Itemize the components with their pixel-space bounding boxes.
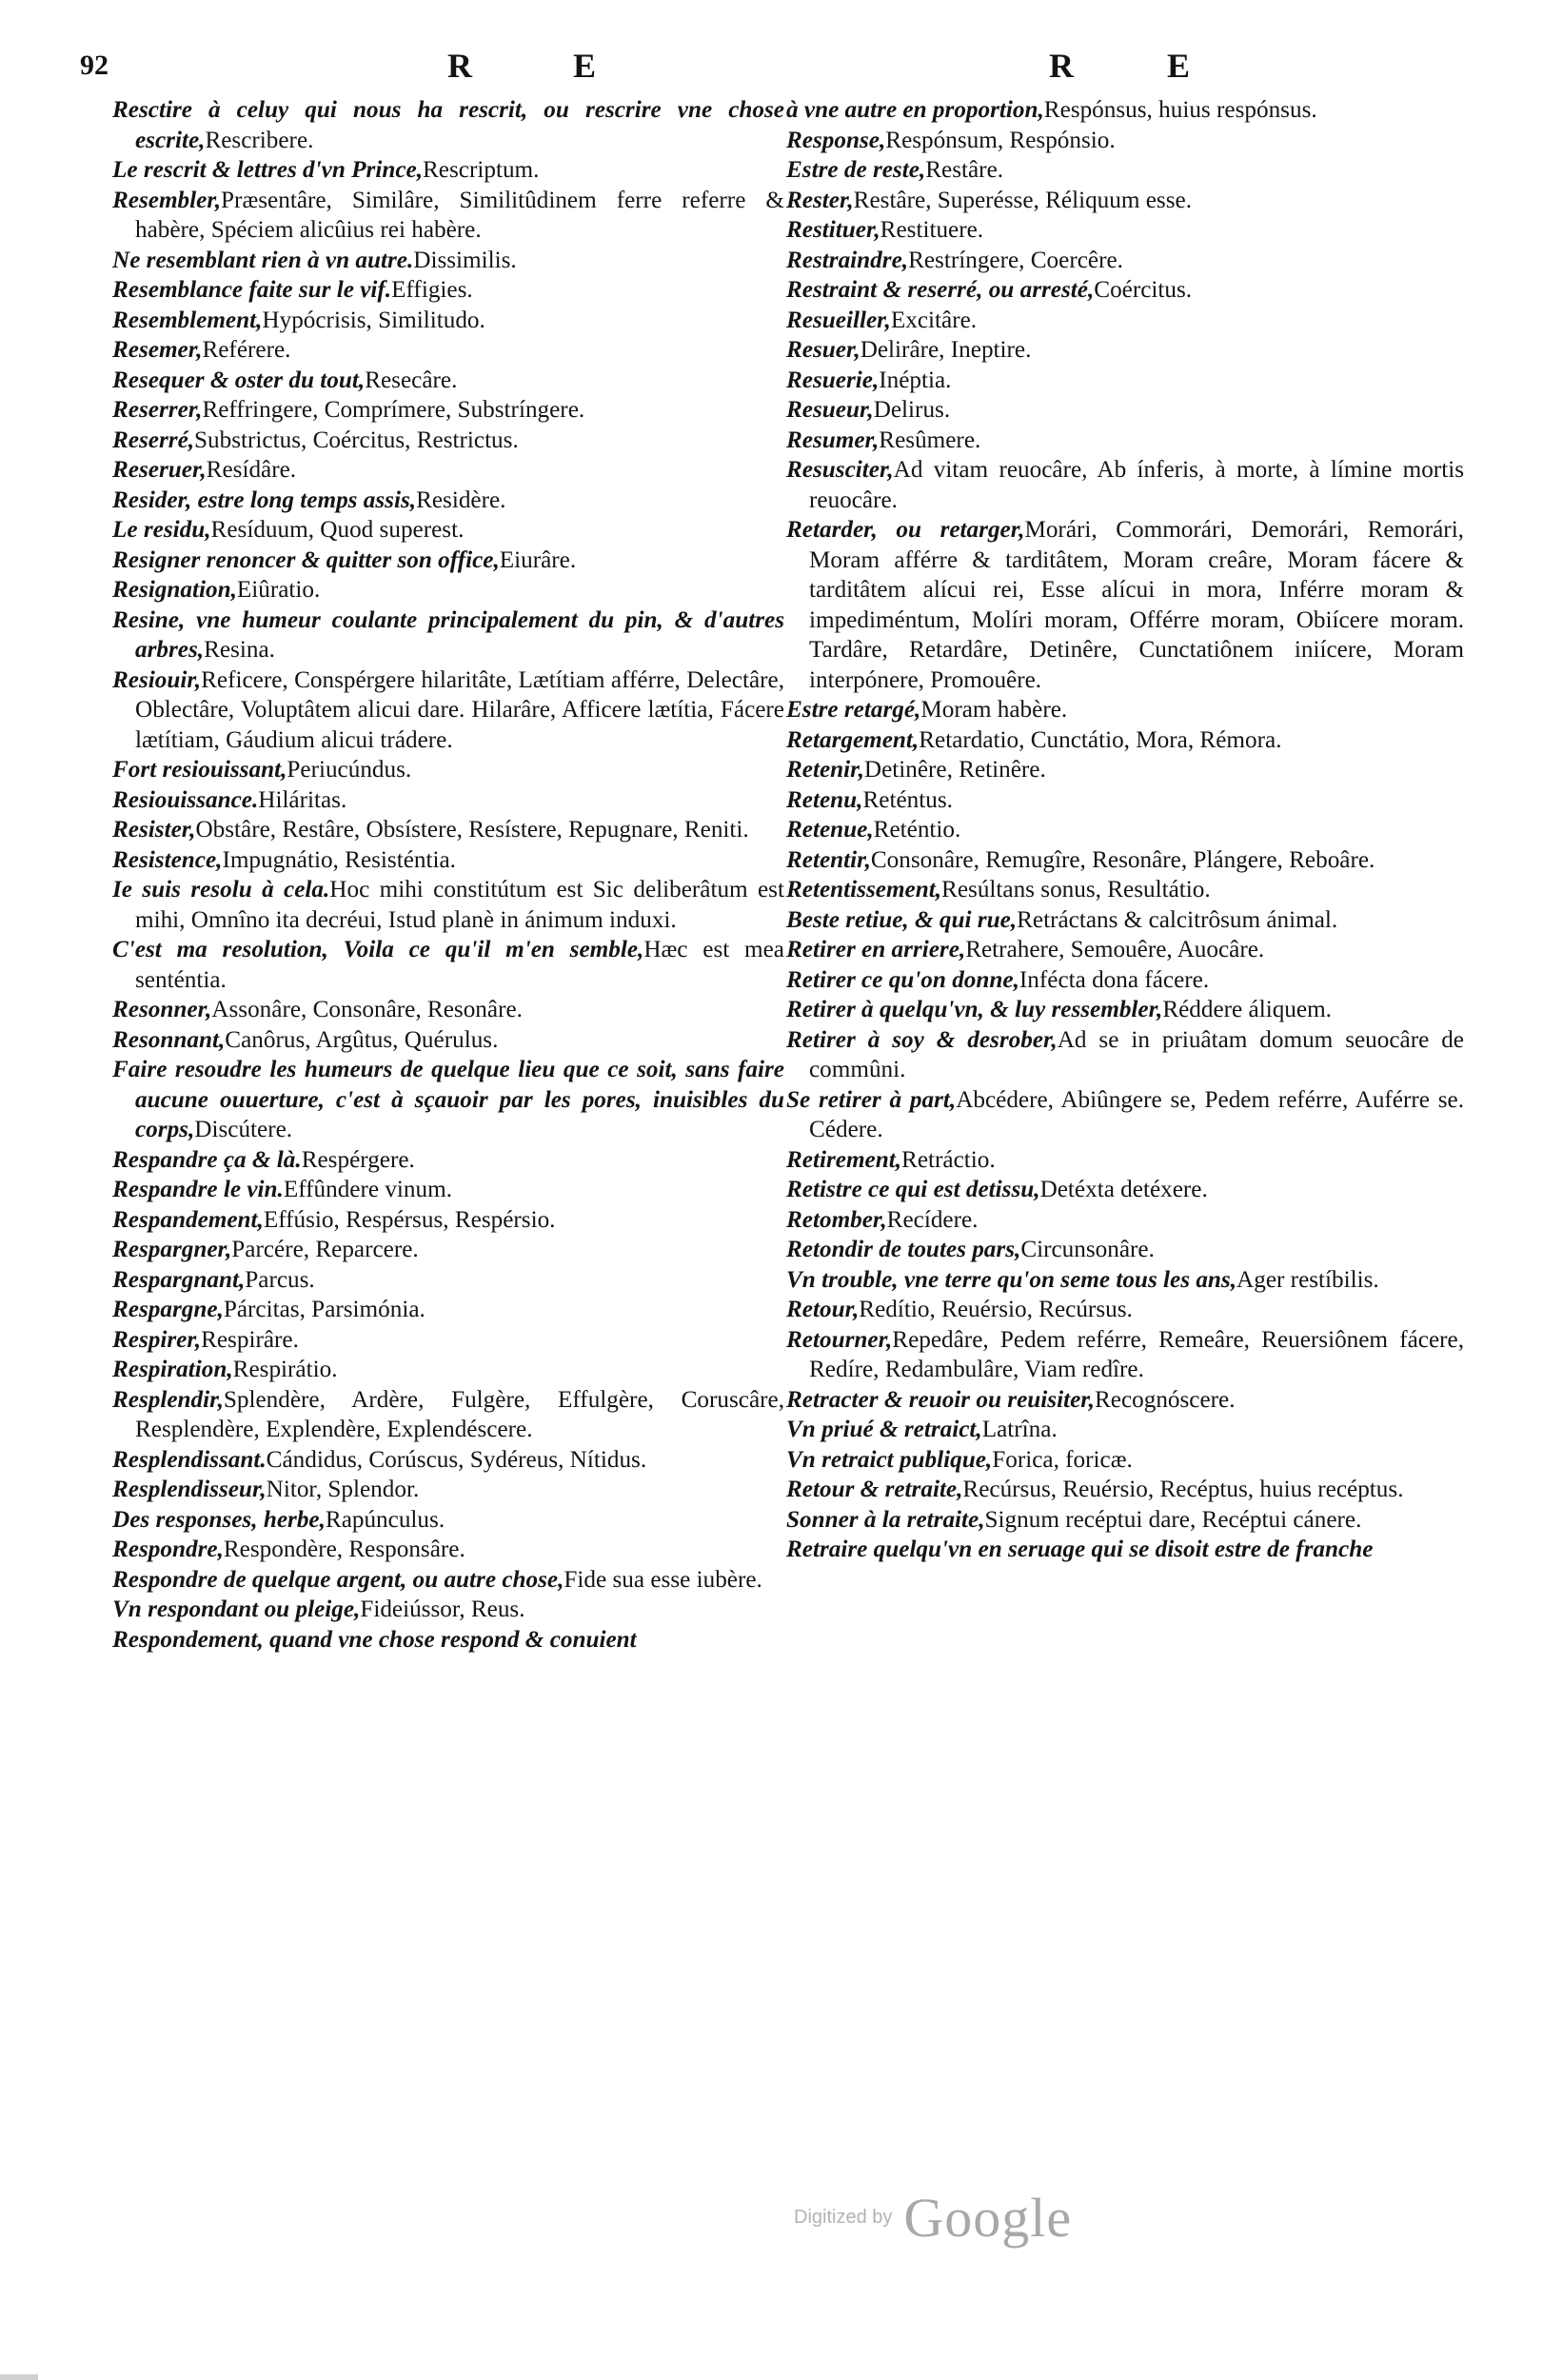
dictionary-entry — [112, 1175, 784, 1205]
dictionary-entry — [786, 1235, 1464, 1265]
entry-french: Se retirer à part, — [786, 1086, 957, 1113]
entry-latin: Párcitas, Parsimónia. — [223, 1297, 425, 1322]
dictionary-entry — [786, 95, 1464, 126]
entry-latin: Effûndere vinum. — [283, 1177, 453, 1202]
entry-latin: Splendère, Ardère, Fulgère, Effulgère, Coruscâre, Resplendère, Explendère, Explendéscere. — [135, 1386, 784, 1442]
entry-latin: Canôrus, Argûtus, Quérulus. — [225, 1026, 499, 1053]
dictionary-entry — [112, 1565, 784, 1596]
entry-latin: Coércitus. — [1094, 277, 1193, 303]
entry-latin: Detéxta detéxere. — [1039, 1177, 1208, 1202]
dictionary-entry — [786, 755, 1464, 785]
dictionary-entry — [112, 306, 784, 336]
running-head-right-1: R — [1049, 47, 1074, 85]
entry-latin: Impugnátio, Resisténtia. — [222, 846, 456, 873]
entry-french: Retargement, — [786, 726, 920, 753]
entry-latin: Discútere. — [194, 1117, 293, 1142]
dictionary-entry — [112, 1265, 784, 1296]
entry-french: Resemer, — [112, 337, 203, 363]
entry-french: Resplendissant. — [112, 1446, 267, 1473]
entry-french: Respargne, — [112, 1297, 224, 1322]
dictionary-entry — [112, 455, 784, 486]
entry-french: Ie suis resolu à cela. — [112, 877, 330, 902]
entry-latin: Respondère, Responsâre. — [223, 1537, 465, 1562]
entry-latin: Fideiússor, Reus. — [360, 1597, 525, 1622]
entry-latin: Obstâre, Restâre, Obsístere, Resístere, Repugnare, Reniti. — [195, 817, 749, 843]
dictionary-entry — [786, 1085, 1464, 1145]
dictionary-entry — [786, 1415, 1464, 1445]
entry-french: Resequer & oster du tout, — [112, 367, 366, 393]
dictionary-entry — [786, 935, 1464, 965]
entry-french: Respandement, — [112, 1206, 264, 1233]
entry-french: Resembler, — [112, 187, 222, 213]
entry-french: Resplendisseur, — [112, 1477, 267, 1502]
dictionary-entry — [112, 785, 784, 816]
dictionary-entry — [112, 95, 784, 155]
entry-french: Rester, — [786, 187, 854, 213]
dictionary-entry — [786, 455, 1464, 515]
dictionary-entry — [786, 335, 1464, 366]
digitized-by-text: Digitized by — [794, 2207, 893, 2228]
entry-french: Retourner, — [786, 1326, 893, 1353]
entry-latin: Recúrsus, Reuérsio, Recéptus, huius recéptus. — [962, 1477, 1404, 1502]
entry-french: Beste retiue, & qui rue, — [786, 906, 1018, 933]
entry-french: Fort resiouissant, — [112, 757, 287, 783]
entry-french: Response, — [786, 127, 886, 153]
entry-latin: Latrîna. — [981, 1417, 1058, 1442]
entry-french: Des responses, herbe, — [112, 1506, 326, 1533]
dictionary-entry — [786, 366, 1464, 396]
entry-french: Retondir de toutes pars, — [786, 1237, 1021, 1262]
entry-french: Retistre ce qui est detissu, — [786, 1177, 1040, 1202]
dictionary-entry — [112, 1145, 784, 1176]
dictionary-entry — [786, 1175, 1464, 1205]
entry-latin: Restâre. — [925, 157, 1004, 183]
entry-latin: Residère. — [416, 486, 506, 513]
entry-french: Respandre ça & là. — [112, 1146, 302, 1173]
entry-latin: Repedâre, Pedem reférre, Remeâre, Reuersiônem fácere, Redíre, Redambulâre, Viam redîre. — [809, 1326, 1464, 1382]
entry-latin: Recognóscere. — [1094, 1386, 1236, 1413]
dictionary-entry — [112, 155, 784, 186]
entry-french: Resemblement, — [112, 307, 263, 333]
entry-french: Vn respondant ou pleige, — [112, 1597, 361, 1622]
entry-latin: Hiláritas. — [258, 786, 347, 813]
entry-latin: Recídere. — [886, 1206, 979, 1233]
dictionary-entry — [786, 1325, 1464, 1385]
dictionary-entry — [112, 366, 784, 396]
dictionary-entry — [112, 1295, 784, 1325]
entry-french: Retirer ce qu'on donne, — [786, 966, 1019, 993]
dictionary-entry — [786, 275, 1464, 306]
entry-latin: Retrahere, Semouêre, Auocâre. — [965, 937, 1265, 962]
entry-latin: Eiûratio. — [236, 577, 321, 603]
dictionary-entry — [786, 1295, 1464, 1325]
entry-french: Retentir, — [786, 846, 871, 873]
running-head-right-2: E — [1167, 47, 1191, 85]
entry-latin: Rescriptum. — [423, 157, 540, 183]
entry-french: Vn trouble, vne terre qu'on seme tous les ans, — [786, 1266, 1237, 1293]
dictionary-entry — [786, 426, 1464, 456]
entry-latin: Infécta dona fácere. — [1019, 966, 1210, 993]
entry-french: Resistence, — [112, 846, 223, 873]
entry-latin: Reficere, Consp​érgere hilaritâte, Lætítiam afférre, Delectâre, Oblectâre, Voluptâtem alicui dare. Hilarâre, Afficere lætítia, Fácere lætítiam, Gáudium alicui trádere. — [135, 666, 784, 753]
scan-edge-mark — [0, 2374, 38, 2380]
entry-latin: Reténtio. — [873, 817, 961, 843]
entry-french: Resplendir, — [112, 1386, 224, 1413]
running-head-left-1: R — [447, 47, 472, 85]
entry-french: Respirer, — [112, 1326, 202, 1353]
dictionary-entry — [786, 1145, 1464, 1176]
entry-latin: Respirátio. — [232, 1357, 338, 1382]
entry-latin: Effúsio, Respérsus, Respérsio. — [263, 1206, 556, 1233]
dictionary-entry — [112, 755, 784, 785]
entry-latin: Eiurâre. — [499, 546, 577, 573]
entry-latin: Resíduum, Quod superest. — [210, 517, 465, 543]
entry-french: Resctire à celuy qui nous ha rescrit, ou rescrire vne chose escrite, — [112, 97, 784, 153]
dictionary-entry — [786, 515, 1464, 695]
entry-latin: Restâre, Superésse, Réliquum esse. — [853, 187, 1193, 213]
dictionary-entry — [786, 1535, 1464, 1565]
entry-french: Respondre, — [112, 1537, 224, 1562]
entry-french: Respandre le vin. — [112, 1177, 284, 1202]
entry-latin: Ager restíbilis. — [1236, 1266, 1379, 1293]
dictionary-entry — [786, 1265, 1464, 1296]
entry-french: Restraint & reserré, ou arresté, — [786, 277, 1095, 303]
entry-latin: Reffringere, Comprímere, Substríngere. — [202, 397, 585, 423]
google-logo: Google — [903, 2187, 1073, 2249]
dictionary-entry — [112, 1325, 784, 1356]
entry-latin: Abcédere, Abiûngere se, Pedem reférre, Auférre se. Cédere. — [809, 1086, 1465, 1142]
entry-latin: Restituere. — [880, 217, 984, 243]
entry-french: Restraindre, — [786, 247, 909, 273]
entry-french: Resiouir, — [112, 666, 202, 693]
entry-latin: Réddere áliquem. — [1162, 997, 1332, 1022]
entry-french: Respiration, — [112, 1357, 233, 1382]
dictionary-entry — [112, 575, 784, 605]
dictionary-entry — [786, 785, 1464, 816]
entry-french: Retomber, — [786, 1206, 887, 1233]
page-header — [0, 42, 1543, 89]
entry-latin: Signum recéptui dare, Recéptui cánere. — [984, 1506, 1362, 1533]
entry-latin: Hypócrisis, Similitudo. — [262, 307, 485, 333]
entry-french: Resister, — [112, 817, 196, 843]
dictionary-entry — [786, 246, 1464, 276]
entry-french: Sonner à la retraite, — [786, 1506, 985, 1533]
entry-latin: Consonâre, Remugîre, Resonâre, Plángere, Reboâre. — [870, 846, 1375, 873]
dictionary-entry — [112, 1025, 784, 1056]
entry-french: Retenue, — [786, 817, 874, 843]
entry-latin: Periucúndus. — [287, 757, 412, 783]
dictionary-entry — [786, 306, 1464, 336]
entry-latin: Delirus. — [873, 397, 951, 423]
entry-latin: Morári, Commorári, Demorári, Remorári, Moram afférre & tarditâtem, Moram creâre, Moram fácere & tarditâtem alícui rei, Esse alícui in mora, Inférre moram & impediméntum, Molíri moram, Offérre moram, Obiícere moram. Tardâre, Retardâre, Detinêre, Cunctatiônem iniícere, Moram interpónere, Promouêre. — [809, 517, 1464, 693]
entry-latin: Moram habère. — [920, 697, 1068, 723]
entry-french: Resignation, — [112, 577, 237, 603]
entry-french: Reseruer, — [112, 457, 207, 483]
entry-latin: Resúltans sonus, Resultátio. — [941, 877, 1211, 902]
entry-latin: Effigies. — [391, 277, 473, 303]
entry-latin: Respónsus, huius respónsus. — [1043, 97, 1317, 123]
entry-latin: Nitor, Splendor. — [266, 1477, 420, 1502]
entry-french: Resonner, — [112, 997, 212, 1022]
dictionary-entry — [112, 1475, 784, 1505]
entry-latin: Rapúnculus. — [325, 1506, 445, 1533]
dictionary-entry — [112, 1355, 784, 1385]
entry-latin: Inéptia. — [879, 367, 952, 393]
dictionary-entry — [112, 515, 784, 545]
entry-french: Resueiller, — [786, 307, 891, 333]
dictionary-entry — [112, 186, 784, 246]
entry-latin: Reférere. — [202, 337, 291, 363]
entry-latin: Præsentâre, Similâre, Similitûdinem ferre referre & habère, Spéciem alicûius rei habère. — [135, 187, 784, 243]
entry-french: Estre de reste, — [786, 157, 926, 183]
entry-french: Retour, — [786, 1297, 860, 1322]
entry-french: Resine, vne humeur coulante principalement du pin, & d'autres arbres, — [112, 606, 784, 663]
dictionary-entry — [786, 815, 1464, 845]
entry-latin: Delirâre, Ineptire. — [860, 337, 1032, 363]
dictionary-entry — [786, 1025, 1464, 1085]
entry-latin: Respérgere. — [301, 1146, 415, 1173]
entry-latin: Retardatio, Cunctátio, Mora, Rémora. — [919, 726, 1282, 753]
digitized-watermark — [794, 2186, 1072, 2250]
entry-latin: Dissimilis. — [413, 247, 517, 273]
entry-latin: Circunsonâre. — [1020, 1237, 1155, 1262]
dictionary-entry — [112, 875, 784, 935]
dictionary-entry — [786, 845, 1464, 876]
dictionary-entry — [786, 995, 1464, 1025]
entry-french: Le rescrit & lettres d'vn Prince, — [112, 157, 423, 183]
dictionary-entry — [112, 815, 784, 845]
entry-french: Faire resoudre les humeurs de quelque lieu que ce soit, sans faire aucune ouuerture, c'est à sçauoir par les pores, inuisibles du corps, — [112, 1057, 784, 1142]
entry-french: C'est ma resolution, Voila ce qu'il m'en semble, — [112, 937, 644, 962]
dictionary-entry — [112, 275, 784, 306]
entry-latin: Hoc mihi constitútum est Sic deliberâtum est mihi, Omnîno ita decréui, Istud planè in ánimum induxi. — [135, 877, 784, 933]
left-column — [112, 95, 784, 1655]
dictionary-entry — [786, 695, 1464, 725]
right-column — [786, 95, 1464, 1565]
entry-french: Retarder, ou retarger, — [786, 517, 1025, 543]
entry-latin: Ad vitam reuocâre, Ab ínferis, à morte, à límine mortis reuocâre. — [809, 457, 1464, 513]
entry-latin: Redítio, Reuérsio, Recúrsus. — [859, 1297, 1133, 1322]
entry-latin: Excitâre. — [890, 307, 978, 333]
entry-french: Respargnant, — [112, 1266, 246, 1293]
entry-french: Resueur, — [786, 397, 874, 423]
running-head-left-2: E — [573, 47, 597, 85]
dictionary-entry — [786, 1385, 1464, 1416]
dictionary-entry — [112, 995, 784, 1025]
dictionary-entry — [112, 845, 784, 876]
entry-french: Retirer à quelqu'vn, & luy ressembler, — [786, 997, 1163, 1022]
entry-french: Respondement, quand vne chose respond & conuient — [112, 1626, 637, 1653]
entry-french: Retenir, — [786, 757, 864, 783]
entry-latin: Substrictus, Coércitus, Restrictus. — [194, 426, 519, 453]
entry-french: Resigner renoncer & quitter son office, — [112, 546, 500, 573]
dictionary-entry — [112, 545, 784, 576]
dictionary-entry — [112, 246, 784, 276]
dictionary-entry — [112, 486, 784, 516]
dictionary-entry — [786, 965, 1464, 996]
entry-latin: Forica, foricæ. — [992, 1446, 1133, 1473]
entry-french: Retracter & reuoir ou reuisiter, — [786, 1386, 1095, 1413]
entry-french: Retour & retraite, — [786, 1477, 963, 1502]
dictionary-entry — [112, 665, 784, 756]
dictionary-entry — [786, 1205, 1464, 1236]
entry-french: à vne autre en proportion, — [786, 97, 1044, 123]
entry-latin: Ad se in priuâtam domum seuocâre de commûni. — [809, 1026, 1464, 1082]
entry-latin: Resecâre. — [365, 367, 458, 393]
entry-french: Resusciter, — [786, 457, 894, 483]
entry-latin: Reténtus. — [862, 786, 953, 813]
entry-french: Resumer, — [786, 426, 880, 453]
dictionary-entry — [786, 875, 1464, 905]
entry-french: Ne resemblant rien à vn autre. — [112, 247, 414, 273]
dictionary-entry — [786, 155, 1464, 186]
entry-french: Resiouissance. — [112, 786, 259, 813]
entry-latin: Retráctio. — [901, 1146, 996, 1173]
entry-french: Resuer, — [786, 337, 861, 363]
dictionary-entry — [786, 1505, 1464, 1536]
dictionary-entry — [112, 1445, 784, 1476]
dictionary-entry — [112, 935, 784, 995]
entry-french: Respargner, — [112, 1237, 232, 1262]
entry-french: Reserrer, — [112, 397, 203, 423]
entry-latin: Cándidus, Corúscus, Sydéreus, Nítidus. — [266, 1446, 647, 1473]
entry-french: Estre retargé, — [786, 697, 921, 723]
dictionary-entry — [786, 1475, 1464, 1505]
entry-french: Resonnant, — [112, 1026, 226, 1053]
entry-french: Resuerie, — [786, 367, 880, 393]
entry-latin: Resina. — [204, 637, 275, 663]
entry-french: Respondre de quelque argent, ou autre chose, — [112, 1566, 564, 1593]
entry-latin: Assonâre, Consonâre, Resonâre. — [211, 997, 523, 1022]
dictionary-entry — [112, 426, 784, 456]
dictionary-entry — [786, 905, 1464, 936]
entry-french: Retentissement, — [786, 877, 942, 902]
entry-latin: Retráctans & calcitrôsum ánimal. — [1017, 906, 1338, 933]
entry-latin: Respirâre. — [201, 1326, 299, 1353]
entry-french: Resemblance faite sur le vif. — [112, 277, 392, 303]
entry-french: Retenu, — [786, 786, 863, 813]
dictionary-entry — [112, 1235, 784, 1265]
dictionary-entry — [786, 395, 1464, 426]
entry-french: Vn retraict publique, — [786, 1446, 993, 1473]
entry-latin: Resídâre. — [206, 457, 297, 483]
dictionary-entry — [112, 1205, 784, 1236]
entry-latin: Resûmere. — [879, 426, 981, 453]
entry-french: Le residu, — [112, 517, 211, 543]
dictionary-entry — [112, 1385, 784, 1445]
dictionary-entry — [786, 725, 1464, 756]
entry-latin: Parcus. — [245, 1266, 315, 1293]
dictionary-entry — [112, 335, 784, 366]
entry-french: Resider, estre long temps assis, — [112, 486, 417, 513]
dictionary-entry — [112, 1595, 784, 1625]
dictionary-entry — [786, 1445, 1464, 1476]
entry-french: Restituer, — [786, 217, 880, 243]
dictionary-entry — [112, 1535, 784, 1565]
entry-french: Retirer à soy & desrober, — [786, 1026, 1058, 1053]
dictionary-entry — [112, 395, 784, 426]
entry-latin: Detinêre, Retinêre. — [863, 757, 1046, 783]
dictionary-entry — [786, 215, 1464, 246]
dictionary-entry — [786, 186, 1464, 216]
entry-latin: Restríngere, Coercêre. — [908, 247, 1123, 273]
entry-french: Reserré, — [112, 426, 195, 453]
dictionary-entry — [786, 126, 1464, 156]
entry-latin: Fide sua esse iubère. — [564, 1566, 762, 1593]
dictionary-entry — [112, 1505, 784, 1536]
entry-french: Vn priué & retraict, — [786, 1417, 982, 1442]
entry-latin: Rescribere. — [205, 127, 314, 153]
entry-latin: Respónsum, Respónsio. — [885, 127, 1116, 153]
entry-french: Retirement, — [786, 1146, 902, 1173]
dictionary-entry — [112, 1055, 784, 1145]
dictionary-entry — [112, 605, 784, 665]
dictionary-entry — [112, 1625, 784, 1656]
page-number: 92 — [80, 50, 109, 81]
entry-french: Retraire quelqu'vn en seruage qui se disoit estre de franche — [786, 1537, 1374, 1562]
entry-french: Retirer en arriere, — [786, 937, 966, 962]
entry-latin: Parcére, Reparcere. — [231, 1237, 419, 1262]
entry-latin: Hæc est mea senténtia. — [135, 937, 784, 993]
